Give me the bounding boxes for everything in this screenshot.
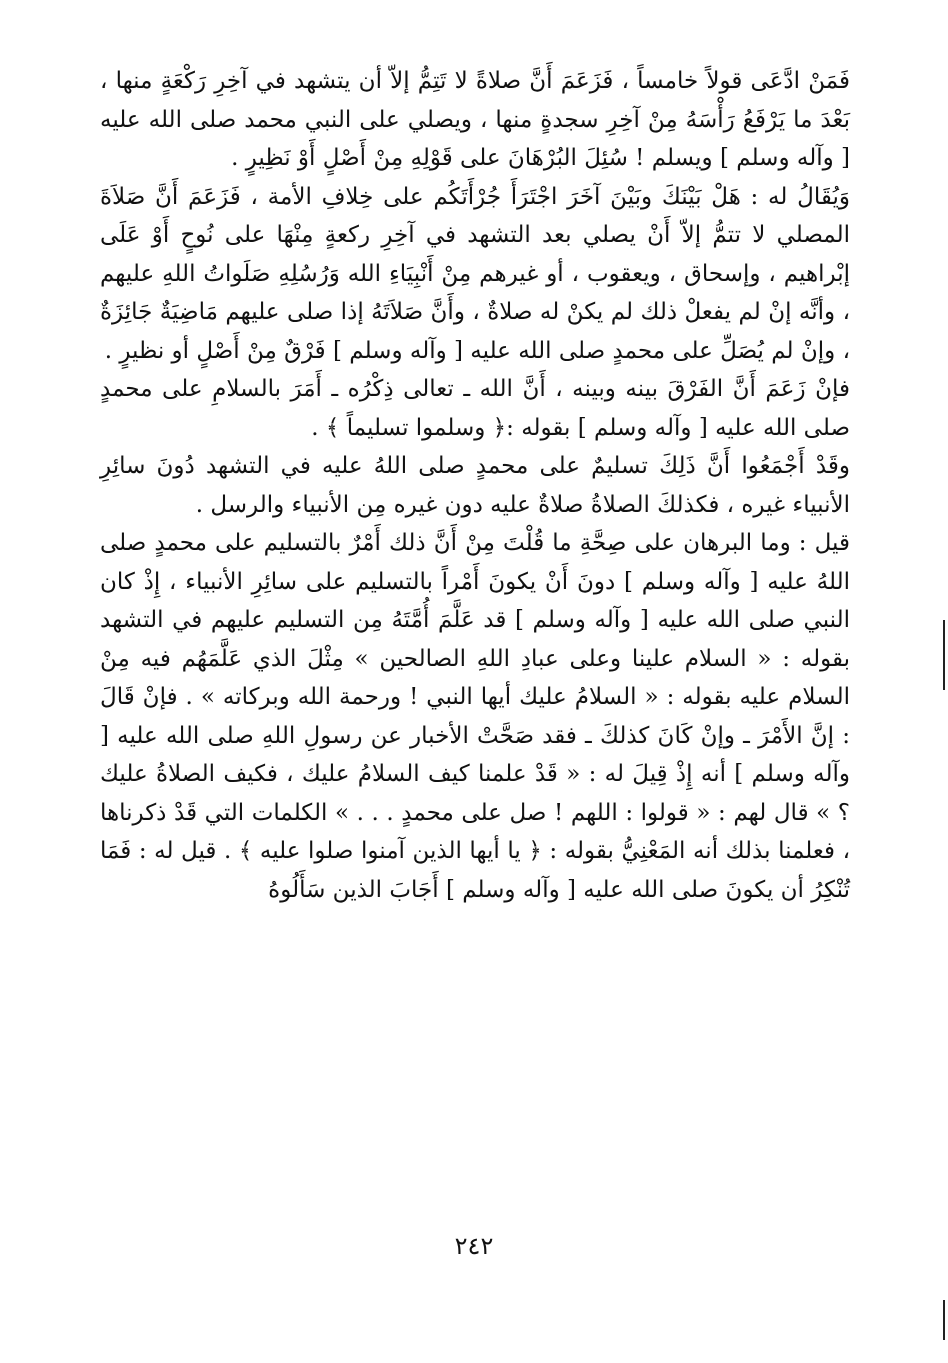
paragraph-3: فإنْ زَعَمَ أَنَّ الفَرْقَ بينه وبينه ، أَنَّ الله ـ تعالى ذِكْرُه ـ أَمَرَ بالسلامِ على محمدٍ صلى الله عليه [ وآله وسلم ] بقوله :﴿ وسلموا تسليماً ﴾ . <box>100 376 850 441</box>
scan-edge-mark <box>943 1300 945 1340</box>
body-text <box>100 62 850 909</box>
scan-edge-mark <box>943 620 945 690</box>
paragraph-5: قيل : وما البرهان على صِحَّةِ ما قُلْتَ مِنْ أَنَّ ذلك أَمْرٌ بالتسليم على محمدٍ صلى اللهُ عليه [ وآله وسلم ] دونَ أَنْ يكونَ أَمْراً بالتسليم على سائِرِ الأنبياء ، إِذْ كان النبي صلى الله عليه [ وآله وسلم ] قد عَلَّمَ أُمَّتَهُ مِن التسليم عليهم في التشهد بقوله : « السلام علينا وعلى عبادِ اللهِ الصالحين » مِثْلَ الذي عَلَّمَهُم فيه مِنْ السلام عليه بقوله : « السلامُ عليك أيها النبي ! ورحمة الله وبركاته » . فإنْ قَالَ : إنَّ الأَمْرَ ـ وإنْ كَانَ كذلكَ ـ فقد صَحَّتْ الأخبار عن رسولِ اللهِ صلى الله عليه [ وآله وسلم ] أنه إِذْ قِيلَ له : « قَدْ علمنا كيف السلامُ عليك ، فكيف الصلاةُ عليك ؟ » قال لهم : « قولوا : اللهم ! صل على محمدٍ . . . » الكلمات التي قَدْ ذكرناها ، فعلمنا بذلك أنه المَعْنِيُّ بقوله : ﴿ يا أيها الذين آمنوا صلوا عليه ﴾ . قيل له : فَمَا تُنْكِرُ أن يكونَ صلى الله عليه [ وآله وسلم ] أَجَابَ الذين سَأَلُوهُ <box>100 530 850 903</box>
paragraph-4: وقَدْ أَجْمَعُوا أَنَّ ذَلِكَ تسليمٌ على محمدٍ صلى اللهُ عليه في التشهد دُونَ سائِرِ الأنبياء غيره ، فكذلكَ الصلاةُ صلاةٌ عليه دون غيره مِن الأنبياء والرسل . <box>100 453 850 518</box>
page-number: ٢٤٢ <box>454 1232 494 1260</box>
paragraph-1: فَمَنْ ادَّعَى قولاً خامساً ، فَزَعَمَ أَنَّ صلاةً لا تَتِمُّ إلاّ أن يتشهد في آخِرِ رَكْعَةٍ منها ، بَعْدَ ما يَرْفَعُ رَأْسَهُ مِنْ آخِرِ سجدةٍ منها ، ويصلي على النبي محمد صلى الله عليه [ وآله وسلم ] ويسلم ! سُئِلَ البُرْهَانَ على قَوْلِهِ مِنْ أَصْلٍ أَوْ نَظِيرٍ . <box>100 68 850 171</box>
paragraph-2: وَيُقَالُ له : هَلْ بَيْنَكَ وبَيْنَ آخَرَ اجْتَرَأَ جُرْأَتَكُم على خِلافِ الأمة ، فَزَعَمَ أَنَّ صَلاَةَ المصلي لا تتمُّ إلاّ أَنْ يصلي بعد التشهد في آخِرِ ركعةٍ مِنْهَا على نُوحٍ أَوْ عَلَى إبْراهيم ، وإسحاق ، ويعقوب ، أو غيرهم مِنْ أَنْبِيَاءِ الله وَرُسُلِهِ صَلَواتُ اللهِ عليهم ، وأنَّه إنْ لم يفعلْ ذلك لم يكنْ له صلاةٌ ، وأَنَّ صَلاَتَهُ إذا صلى عليهم مَاضِيَةٌ جَائِزَةٌ ، وإنْ لم يُصَلِّ على محمدٍ صلى الله عليه [ وآله وسلم ] فَرْقٌ مِنْ أَصْلٍ أو نظيرٍ . <box>100 183 850 364</box>
